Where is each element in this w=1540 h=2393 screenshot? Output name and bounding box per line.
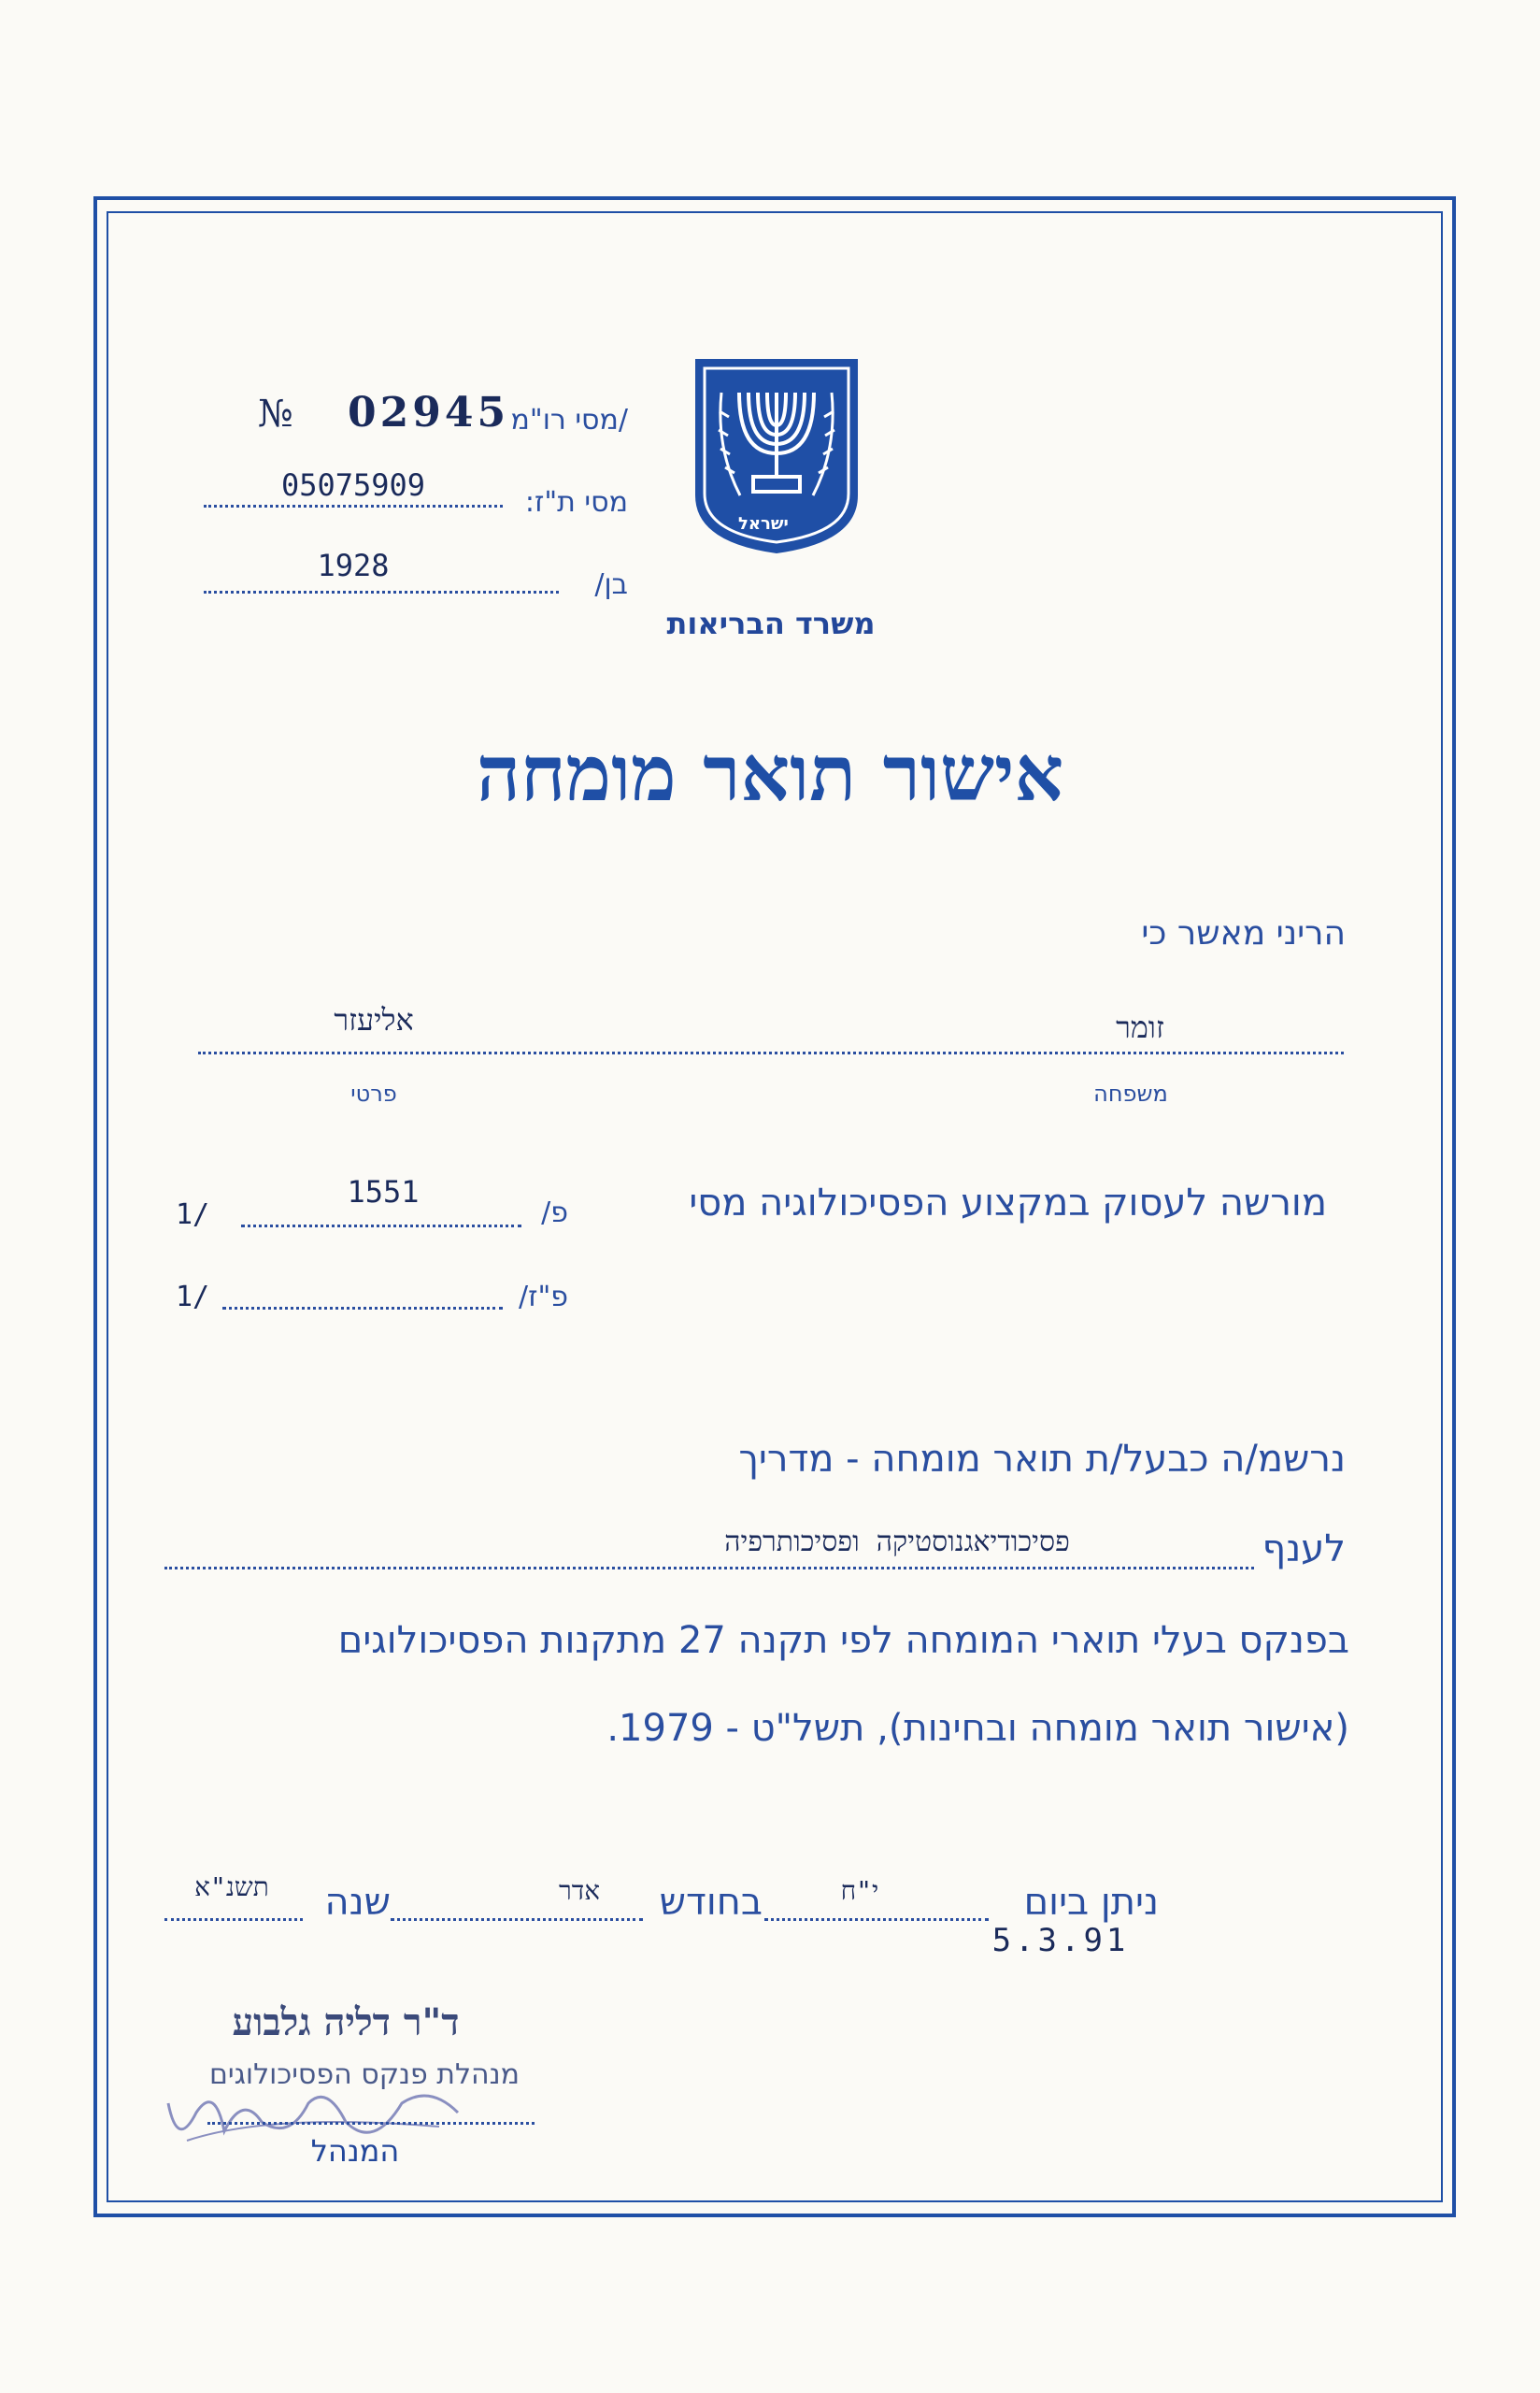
license-pz-dotted-line (222, 1307, 503, 1310)
regulation-line-1: בפנקס בעלי תוארי המומחה לפי תקנה 27 מתקנות הפסיכולוגים (337, 1619, 1349, 1662)
month-dotted-line (391, 1918, 643, 1921)
month-value: אדר (558, 1875, 601, 1906)
serial-number: 02945 (348, 389, 510, 437)
stamp-title: מנהלת פנקס הפסיכולוגים (208, 2058, 520, 2091)
intro-text: הריני מאשר כי (1141, 914, 1346, 953)
license-text: מורשה לעסוק במקצוע הפסיכולוגיה מסי (689, 1182, 1327, 1225)
year-dotted-line (164, 1918, 303, 1921)
regulation-line-2: (אישור תואר מומחה ובחינות), תשל"ט - 1979. (606, 1707, 1349, 1750)
day-value: י"ח (840, 1875, 879, 1906)
birth-dotted-line (204, 591, 559, 594)
year-label: שנה (324, 1881, 391, 1924)
name-dotted-line (198, 1052, 1344, 1054)
id-dotted-line (204, 505, 503, 508)
signature-dotted-line (207, 2122, 535, 2125)
birth-year-value: 1928 (317, 548, 390, 583)
birth-label: בן/ (594, 568, 628, 601)
ministry-name: משרד הבריאות (666, 606, 876, 641)
license-p-label: פ/ (541, 1196, 568, 1229)
issue-date: 5.3.91 (991, 1922, 1130, 1959)
signature-role: המנהל (310, 2133, 400, 2169)
last-name-value: זומר (1116, 1010, 1164, 1045)
serial-label: /מסי רו"מ (510, 404, 628, 437)
serial-symbol: № (258, 393, 293, 436)
branch-value: פסיכודיאגנוסטיקה ופסיכותרפיה (724, 1526, 1070, 1558)
last-name-label: משפחה (1093, 1081, 1168, 1107)
id-number-label: מסי ת"ז: (524, 486, 628, 519)
first-name-value: אליעזר (334, 1002, 414, 1038)
license-p-dotted-line (241, 1225, 521, 1227)
given-label: ניתן ביום (1023, 1881, 1159, 1924)
registered-text: נרשמ/ה כבעל/ת תואר מומחה - מדריך (738, 1438, 1346, 1481)
first-name-label: פרטי (350, 1081, 397, 1107)
id-number-value: 05075909 (280, 467, 426, 503)
stamp-name: ד"ר דליה גלבוע (232, 2000, 460, 2044)
certificate-title: אישור תואר מומחה (476, 729, 1064, 819)
license-pz-label: פ"ז/ (518, 1281, 568, 1313)
day-dotted-line (764, 1918, 989, 1921)
month-label: בחודש (659, 1881, 763, 1924)
emblem-caption: ישראל (738, 514, 789, 534)
branch-label: לענף (1262, 1527, 1346, 1570)
year-value: תשנ"א (194, 1871, 269, 1902)
branch-dotted-line (164, 1567, 1254, 1569)
license-p-value: 1551 (347, 1174, 420, 1210)
license-pz-suffix: 1/ (176, 1281, 210, 1313)
license-p-suffix: 1/ (176, 1198, 210, 1231)
